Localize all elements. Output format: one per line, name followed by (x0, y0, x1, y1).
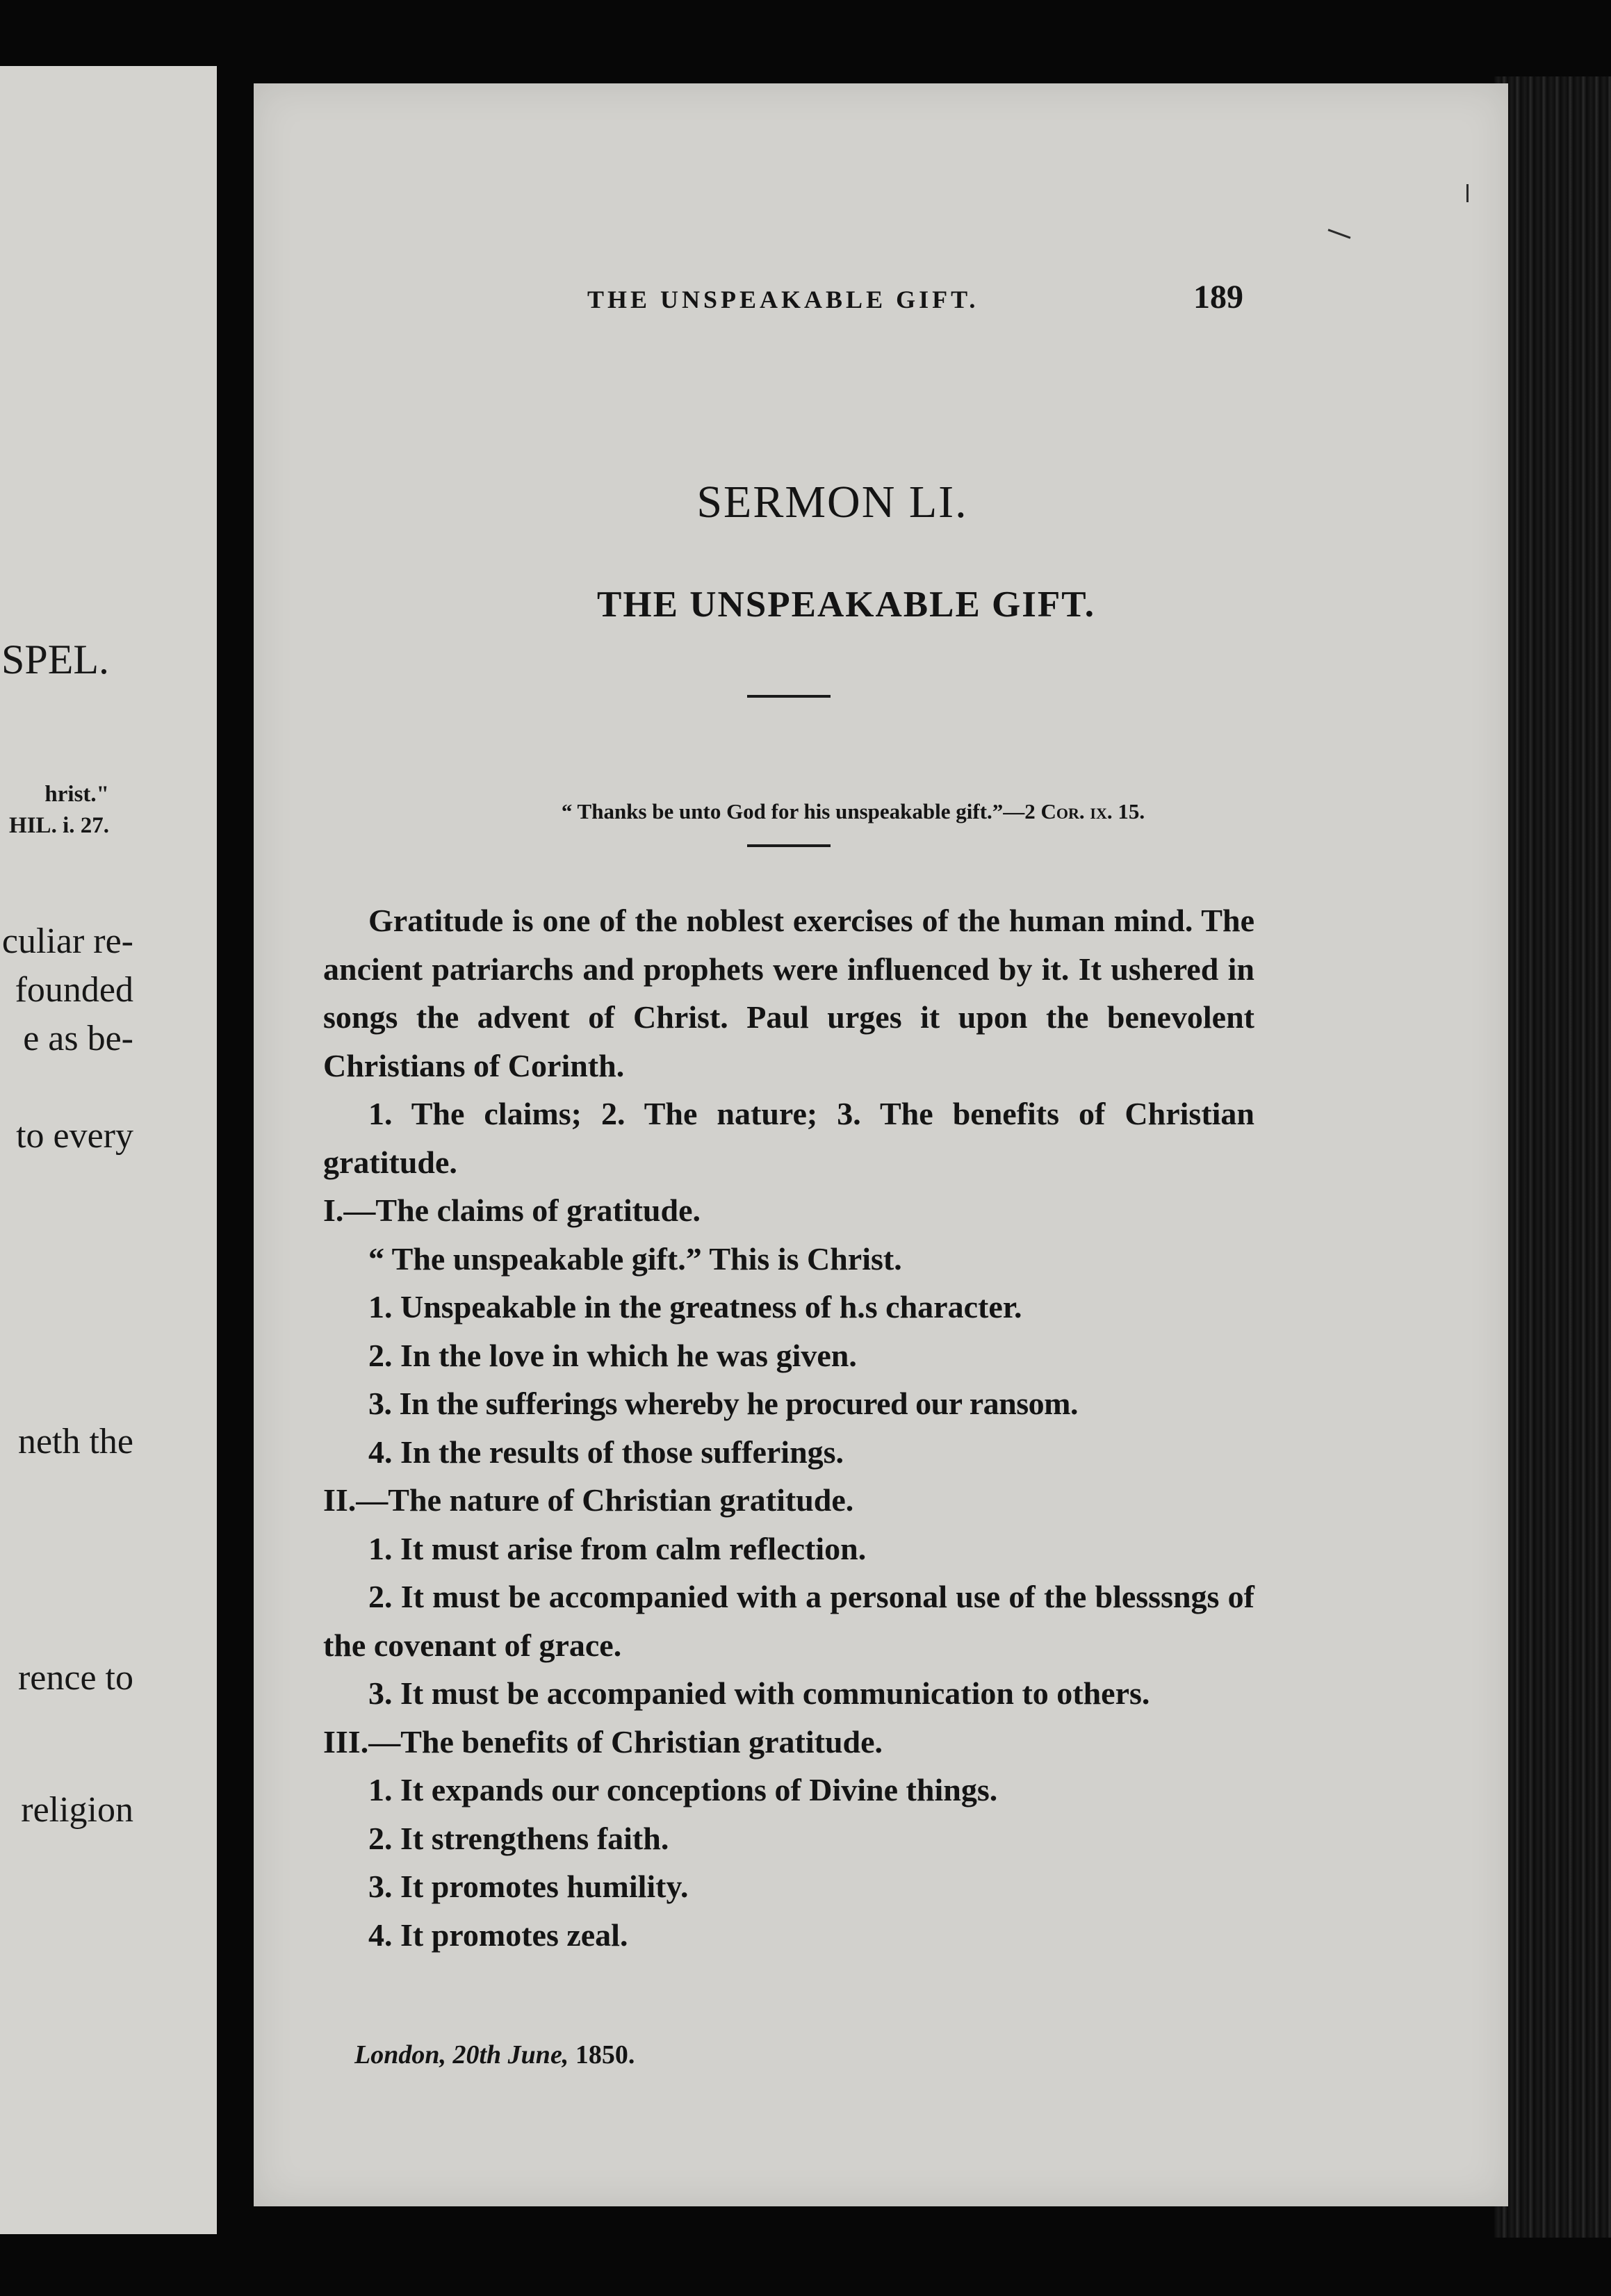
left-page-line: religion (21, 1790, 133, 1830)
left-page-line: to every (16, 1116, 133, 1156)
left-page-line: neth the (17, 1422, 133, 1461)
epigraph-quote: “ Thanks be unto God for his unspeakable gift.”— (561, 799, 1025, 823)
running-title: THE UNSPEAKABLE GIFT. (587, 286, 979, 313)
section-subheading: “ The unspeakable gift.” This is Christ. (368, 1240, 902, 1277)
left-page-line: SPEL. (1, 637, 109, 682)
outline-item: 2. In the love in which he was given. (368, 1337, 857, 1373)
sermon-outline (323, 896, 1254, 1959)
signoff (354, 2040, 635, 2070)
rule-bottom (747, 844, 831, 847)
signoff-place-date: London, 20th June, (354, 2040, 569, 2069)
page-edge-stack (1494, 76, 1611, 2238)
left-page-line: HIL. i. 27. (9, 813, 109, 838)
page-number: 189 (1193, 279, 1243, 315)
left-page-line: founded (15, 970, 133, 1010)
running-head (254, 278, 1508, 334)
section-heading: II.—The nature of Christian gratitude. (323, 1482, 854, 1518)
outline-item: 2. It strengthens faith. (368, 1820, 669, 1856)
outline-item: 4. In the results of those sufferings. (368, 1434, 844, 1470)
outline-item: 2. It must be accompanied with a personal use of the blesssngs of the covenant of grace. (323, 1579, 1254, 1663)
intro-paragraph: Gratitude is one of the noblest exercises of the human mind. The ancient patriarchs and prophets were influenced by it. It ushered in songs the advent of Christ. Paul urges it upon the benevolent Christians of Corinth. (323, 903, 1254, 1083)
paper-speck (1466, 184, 1469, 202)
section-heading: III.—The benefits of Christian gratitude. (323, 1723, 883, 1760)
left-page-line: hrist." (44, 782, 109, 807)
section-heading: I.—The claims of gratitude. (323, 1192, 701, 1228)
outline-item: 3. It must be accompanied with communication to others. (368, 1675, 1150, 1711)
outline-item: 1. It must arise from calm reflection. (368, 1530, 867, 1566)
division-paragraph: 1. The claims; 2. The nature; 3. The benefits of Christian gratitude. (323, 1096, 1254, 1180)
left-facing-page (0, 66, 217, 2234)
outline-item: 3. In the sufferings whereby he procured our ransom. (368, 1386, 1078, 1421)
outline-item: 1. Unspeakable in the greatness of h.s character. (368, 1289, 1022, 1325)
outline-item: 1. It expands our conceptions of Divine things. (368, 1772, 998, 1807)
book-page (254, 83, 1508, 2206)
left-page-line: e as be- (23, 1019, 133, 1058)
left-page-line: culiar re- (1, 921, 133, 961)
signoff-year: 1850. (575, 2040, 635, 2069)
epigraph-reference: 2 Cor. ix. 15. (1024, 799, 1145, 823)
sermon-number: SERMON LI. (696, 477, 968, 527)
outline-item: 3. It promotes humility. (368, 1869, 689, 1904)
paper-speck (1328, 229, 1351, 238)
rule-top (747, 695, 831, 698)
left-page-line: rence to (17, 1658, 133, 1698)
epigraph (226, 799, 1480, 824)
outline-item: 4. It promotes zeal. (368, 1917, 628, 1953)
sermon-title: THE UNSPEAKABLE GIFT. (597, 584, 1095, 625)
